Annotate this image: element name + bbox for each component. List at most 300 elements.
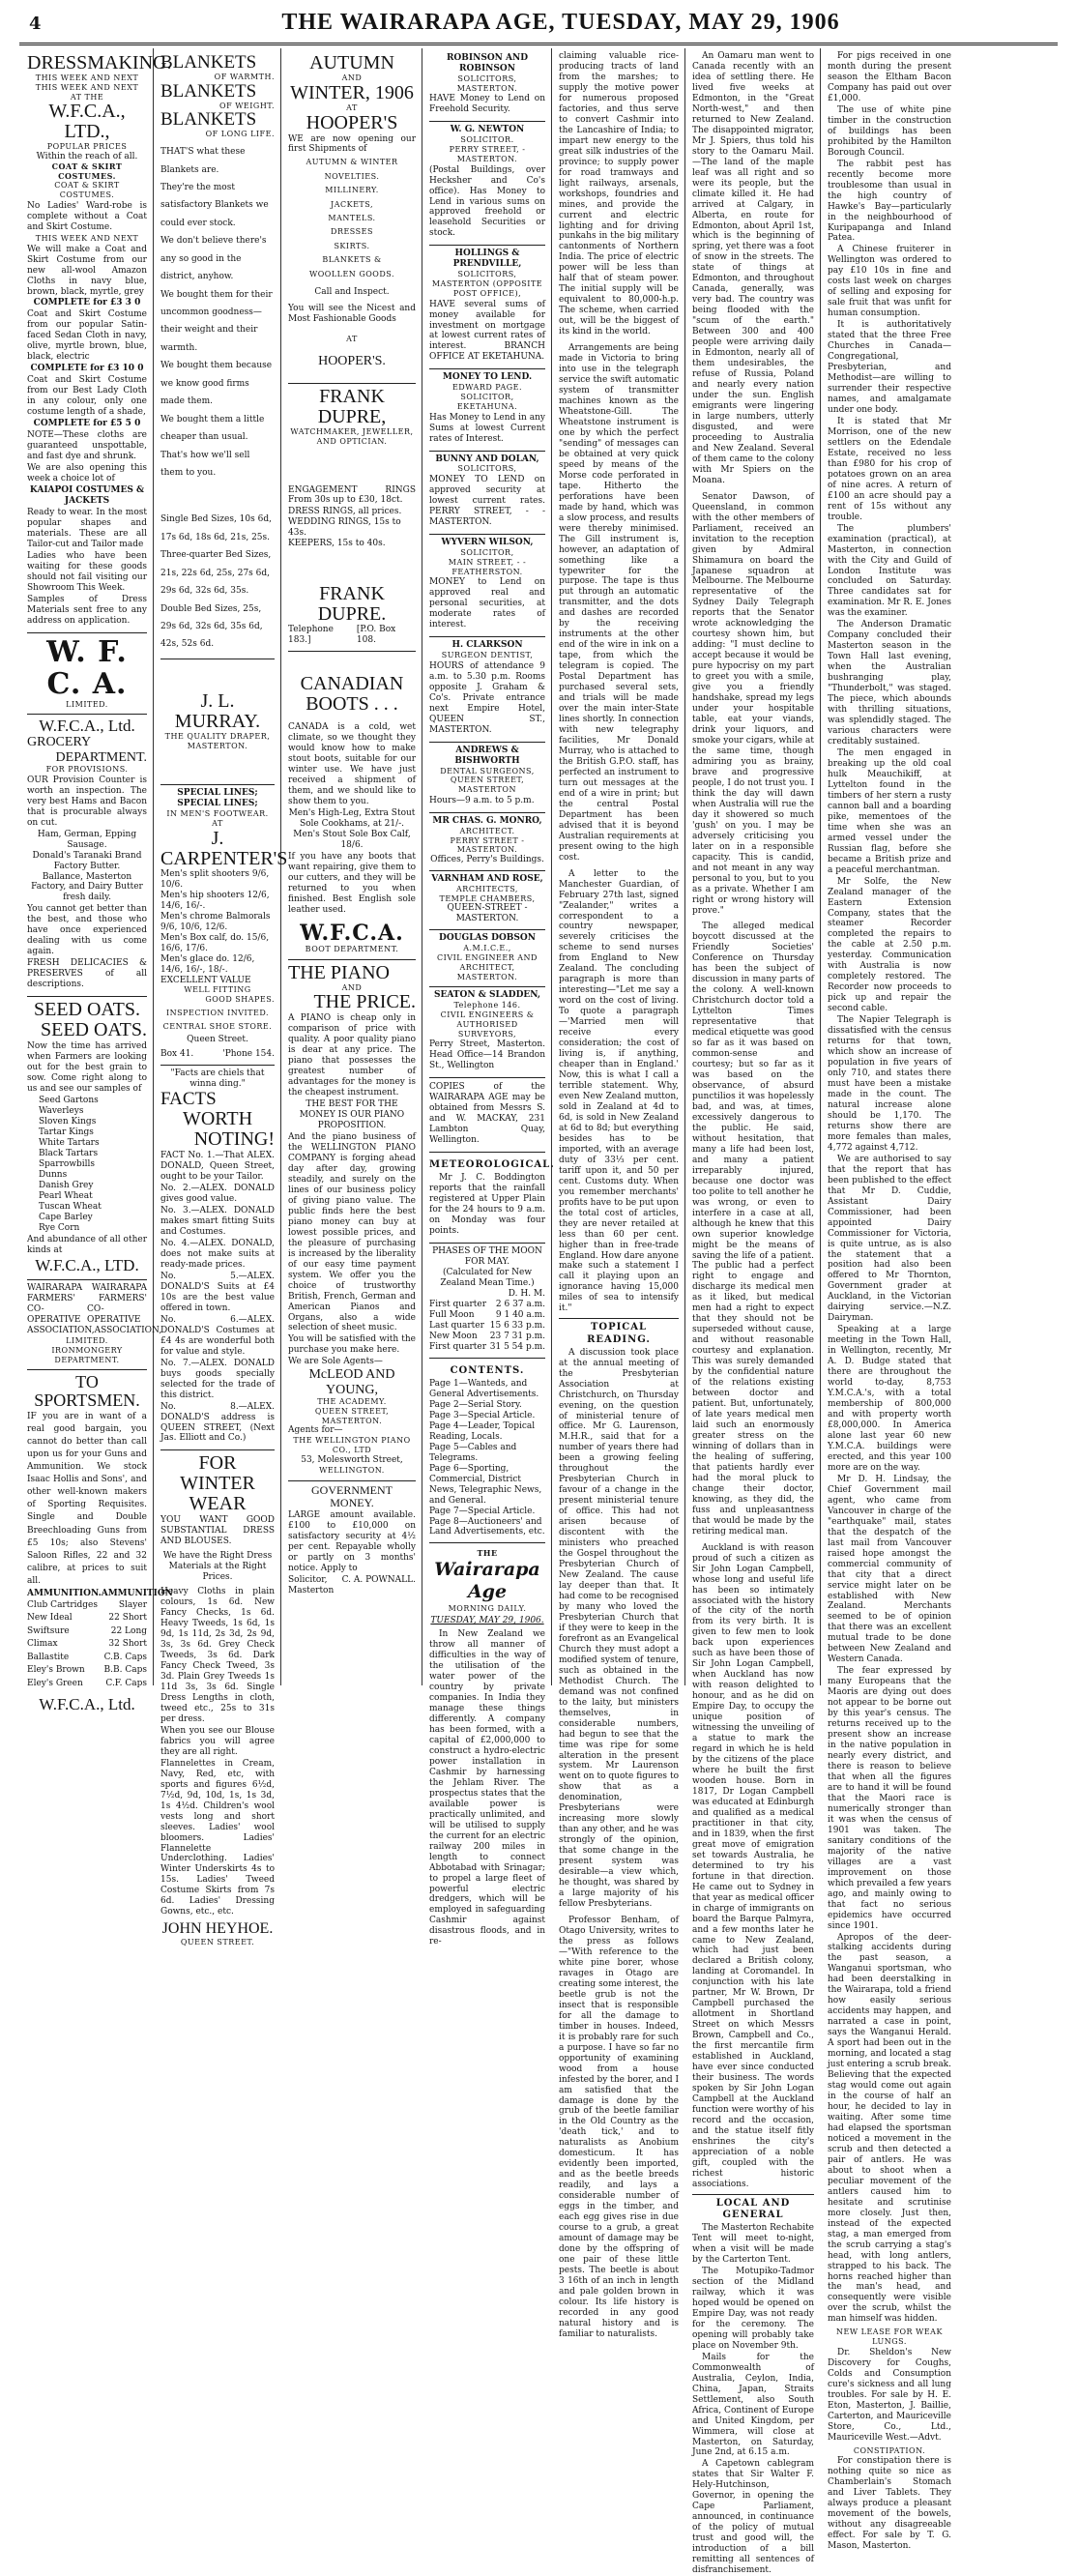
ad-heading: AUTUMN (309, 52, 394, 73)
newspaper-nameplate: Wairarapa Age (434, 1559, 540, 1603)
ad-paragraph: And abundance of all other kinds at (27, 1234, 147, 1255)
professional-card (429, 743, 545, 813)
section-heading: NEW LEASE FOR WEAK LUNGS. (836, 2327, 943, 2347)
firm-name: JOHN HEYHOE. (161, 1920, 274, 1938)
ad-line: Three-quarter Bed Sizes, 21s, 22s 6d, 25s, 27s 6d, 29s 6d, 32s 6d, 35s. (160, 550, 272, 597)
ad-line: They're the most satisfactory Blankets we could ever stock. (160, 182, 269, 228)
ad-paragraph: FRESH DELICACIES & PRESERVES of all descriptions. (27, 958, 147, 990)
ad-line: WEDDING RINGS, 15s to 43s. (288, 517, 401, 539)
ad-line: FARMERS' (99, 1294, 147, 1304)
ad-line: CENTRAL SHOE STORE. (162, 1021, 273, 1031)
list-item: No. 7.—ALEX. DONALD buys goods specially selected for the trade of this district. (160, 1358, 275, 1400)
ad-line: Ballance, Masterton Factory, and Dairy Butter fresh daily. (31, 871, 143, 903)
ad-line: Telephone 183.] (288, 625, 334, 646)
ad-paragraph: IF you are in want of a real good bargain, you cannot do better than call upon us for your Guns and Ammunition. We stock Isaac Hollis and Sons', and other well-known makers of Sporting Requisites. Single and Double Breechloading Guns from £5 10s; also Stevens' Saloon Rifles, 22 and 32 calibre, at prices to suit all. (27, 1412, 147, 1586)
list-item: Men's chrome Balmorals 9/6, 10/6, 12/6. (160, 911, 271, 932)
ad-line: THIS WEEK AND NEXT (35, 82, 139, 92)
ad-paragraph: If you have any boots that want repairing, give them to our cutters, and they will be returned to you when finished. Best English sole leather used. (288, 851, 416, 915)
table-cell: C.F. Caps (105, 1678, 147, 1688)
section-heading: PHASES OF THE MOON FOR MAY. (432, 1246, 542, 1267)
ad-line: Agents for— (288, 1425, 343, 1436)
card-text: Has Money to Lend in any Sums at lowest Current rates of Interest. (429, 412, 545, 444)
table-cell: Eley's Brown (27, 1665, 85, 1676)
ad-line: INSPECTION INVITED. (165, 1008, 270, 1017)
list-item: Black Tartars (39, 1148, 99, 1158)
article-paragraph: Mr Solfe, the New Zealand manager of the Eastern Extension Company, states that the steamer Recorder completed the repairs to the cable at 2.50 p.m. yesterday. Communication with Australia is now completely restored. The Recorder now proceeds to pick up and repair the second cable. (828, 876, 951, 1014)
ad-line: We bought them because we know good firms made them. (160, 361, 273, 407)
ad-paragraph: When you see our Blouse fabrics you will agree they are all right. (160, 1725, 275, 1757)
leader-section (429, 1549, 545, 1947)
firm-name: J. L. MURRAY. (174, 689, 261, 732)
section-heading: METEOROLOGICAL. (429, 1159, 555, 1171)
table-cell: 2 6 37 a.m. (495, 1299, 545, 1309)
table-cell: 23 7 31 p.m. (489, 1331, 545, 1341)
ad-line: BOOT DEPARTMENT. (305, 944, 399, 953)
ad-line: Ham, German, Epping Sausage. (37, 829, 137, 850)
list-item: Tartar Kings (39, 1127, 94, 1137)
notice-text: COPIES of the WAIRARAPA AGE may be obtained from Messrs S. and W. MACKAY, 231 Lambton Quay, Wellington. (429, 1082, 545, 1146)
table-cell: Climax (27, 1639, 58, 1650)
hooper-ad (288, 50, 416, 384)
card-text: HAVE several sums of money available for investment on mortgage at lowest current rates of interest. BRANCH OFFICE AT EKETAHUNA. (429, 299, 545, 363)
card-title: SOLICITOR, (460, 548, 514, 558)
ad-line: Donald's Taranaki Brand Factory Butter. (32, 850, 142, 871)
list-item: Page 2—Serial Story. (429, 1399, 522, 1410)
professional-card (429, 122, 545, 246)
ad-heading: DRESSMAKING. (27, 52, 172, 73)
firm-name: HOOPER'S. (318, 353, 386, 368)
section-heading: CONSTIPATION. (853, 2445, 926, 2455)
card-name: WYVERN WILSON, (441, 538, 534, 548)
list-item: Page 8—Auctioneers' and Land Advertisements, etc. (429, 1516, 545, 1537)
ad-line: Double Bed Sizes, 25s, 29s 6d, 32s 6d, 35s 6d, 42s, 52s 6d. (160, 603, 263, 650)
ad-heading: BOOTS . . . (306, 693, 398, 716)
ad-line: We bought them a little cheaper than usual. (160, 414, 265, 443)
wfca-logo-ad (27, 633, 147, 716)
list-item: WOOLLEN GOODS. (308, 269, 394, 278)
list-item: Seed Gartons (39, 1096, 99, 1106)
ad-paragraph: We are also opening this week a choice lot of (27, 463, 147, 483)
card-text: MONEY to Lend on approved real and personal securities, at moderate rates of interest. (429, 577, 545, 630)
ad-paragraph: You cannot get better than the best, and those who have once experienced dealing with us come again. (27, 904, 147, 957)
column-7 (822, 48, 957, 2552)
ad-line: That's how we'll sell them to you. (160, 450, 250, 478)
masthead (0, 0, 1077, 44)
table-cell: B.B. Caps (103, 1665, 147, 1676)
article-paragraph: For pigs received in one month during the present season the Eltham Bacon Company has paid out over £1,000. (828, 51, 951, 103)
ad-paragraph: Flannelettes in Cream, Navy, Red, etc, with sports and figures 6½d, 7½d, 9d, 10d, 1s, 1s 3d, 1s 4½d. Children's wool vests long and short sleeves. Ladies' wool bloomers. Ladies' Flannelette Underclothing. Ladies' Winter Underskirts 4s to 15s. Ladies' Tweed Costume Skirts from 7s 6d. Ladies' Dressing Gowns, etc., etc. (160, 1758, 275, 1917)
ad-heading: SPECIAL LINES; (177, 799, 258, 809)
masthead-rule (19, 43, 1058, 45)
list-item: SKIRTS. (334, 241, 370, 250)
ad-line: ASSOCIATION, (94, 1326, 162, 1336)
list-item: No. 2.—ALEX. DONALD gives good value. (160, 1184, 275, 1205)
list-item: Page 1—Wanteds, and General Advertisements. (429, 1378, 539, 1399)
column-6 (686, 48, 820, 2576)
ad-paragraph: Samples of Dress Materials sent free to any address on application. (27, 594, 147, 626)
table-cell: 22 Long (110, 1625, 147, 1636)
list-item: Dunns (39, 1169, 68, 1180)
ad-paragraph: You will see the Nicest and Most Fashionable Goods (288, 303, 416, 324)
winter-wear-ad (160, 1450, 275, 1951)
newspaper-title: THE WAIRARAPA AGE, TUESDAY, MAY 29, 1906 (281, 10, 840, 35)
ad-line: We bought them for their uncommon goodness—their weight and their warmth. (160, 289, 273, 353)
price-line: COMPLETE for £3 10 0 (30, 364, 144, 374)
ad-line: 53, Molesworth Street, (301, 1454, 403, 1465)
article-paragraph: Arrangements are being made in Victoria to bring into use in the telegraph service the swift automatic system of transmitter machines known as the Wheatstone-Gill. The Wheatstone instrument is one by which the perfect "sending" of messages can be obtained at very quick speed by means of the Morse code perforated in tape. Hitherto the perforations have been made by hand, which was a slow process, and results were thereby minimised. The Gill instrument is, however, an adaptation of something like a typewriter for the purpose. The tape is thus put through an automatic transmitter, and the dots and dashes are recorded by the receiving instruments at the other end of the wire in ink on a tape, from which the telegram is copied. The Postal Department has purchased several sets, and trials will be made over the main inter-State lines shortly. In connection with new telegraphy facilities, Mr Donald Murray, who is attached to the British G.P.O. staff, has perfected an instrument to turn out messages at the end of a wire in print; but the central Postal Department has been advised that it is beyond Australian requirements at present owing to the high cost. (559, 343, 679, 863)
card-name: W. G. NEWTON (450, 125, 525, 135)
ad-line: Queen Street. (187, 1035, 248, 1045)
ad-line: WELLINGTON. (319, 1465, 385, 1475)
card-name: ANDREWS & BISHWORTH (454, 745, 520, 766)
article-paragraph: The use of white pine timber in the construction of buildings has been prohibited by the Hamilton Borough Council. (828, 104, 951, 158)
ad-paragraph: Ladies who have been waiting for these goods should not fail visiting our Showroom This Week. (27, 550, 147, 593)
ad-line: Masterton (288, 1585, 335, 1595)
article-paragraph: The fear expressed by many Europeans that the Maoris are dying out does not appear to be borne out by this year's census. The returns received up to the present show an increase in the native population in nearly every district, and there is reason to believe that when all the figures are to hand it will be found that the Maori race is numerically stronger than it was when the census of 1901 was taken. The sanitary conditions of the majority of the native villages are a vast improvement on those which prevailed a few years ago, and mainly owing to that fact no serious epidemics have occurred since 1901. (828, 1666, 951, 1931)
card-name: BUNNY AND DOLAN, (435, 454, 539, 464)
ad-line: AT THE (70, 92, 104, 102)
ad-paragraph: Coat and Skirt Costume from our popular Satin-faced Sedan Cloth in navy, olive, myrtle brown, blue, black, electric (27, 309, 147, 363)
murray-ad (160, 659, 275, 786)
carpenter-ad (160, 785, 288, 1066)
ad-line: KAIAPOI COSTUMES & JACKETS (29, 484, 145, 506)
article-paragraph: Mails for the Commonwealth of Australia, Ceylon, India, China, Japan, Straits Settlement, also South Africa, Continent of Europe and United Kingdom, per Wimmera, will close at Masterton, on Saturday, June 2nd, at 6.15 a.m. (692, 2352, 814, 2458)
card-name: ROBINSON AND ROBINSON (446, 53, 529, 73)
professional-card (429, 452, 545, 536)
ad-line: ASSOCIATION, (27, 1326, 95, 1336)
ad-line: Men's Stout Sole Box Calf, 18/6. (293, 829, 411, 850)
table-cell: First quarter (429, 1341, 486, 1352)
table-cell: First quarter (429, 1299, 486, 1309)
table-row (429, 1332, 545, 1342)
ad-paragraph: We will make a Coat and Skirt Costume from our new all-wool Amazon Cloths in navy blue, brown, black, myrtle, grey (27, 244, 147, 297)
ad-line: COAT & SKIRT COSTUMES. (51, 161, 123, 181)
card-title: SOLICITOR. (460, 135, 514, 145)
ad-line: WAIRARAPA (91, 1283, 147, 1294)
ad-heading: WEAR (189, 1493, 247, 1515)
column-rule (684, 48, 685, 1685)
card-title: SOLICITORS, (457, 270, 517, 279)
card-title: ARCHITECTS, (456, 884, 518, 893)
list-item: BLANKETS & (322, 255, 382, 265)
card-title: EDWARD PAGE. (451, 383, 523, 393)
card-title: SOLICITORS, (457, 464, 517, 474)
ad-line: FARMERS' (27, 1294, 75, 1304)
article-paragraph: Senator Dawson, of Queensland, in common with the other members of Parliament, received an invitation to the reception given by Admiral Shimamura on board the Japanese squadron at Melbourne. The Melbourne representative of the Sydney Daily Telegraph reports that the Senator wrote acknowledging the courtesy shown him, but adding: "I must decline to accept because it would be pure hypocrisy on my part to greet you with a smile, give you a friendly handshake, spread my legs under your hospitable table, eat your viands, drink your liquors, and smoke your cigars, while at the same time, though admiring you as brainy, brave and progressive people, I do not trust you. I think the day will dawn when Australia will rue the day it showered so much 'gush' on you. I may be adversely criticising you later on in a responsible capacity. This is candid, and not meant in any way personal to you, but to you as a private. Whether I am right or wrong history will prove." (692, 491, 814, 916)
list-item: Sloven Kings (39, 1116, 97, 1127)
card-name: HOLLINGS & PRENDVILLE, (452, 249, 522, 270)
ad-line: THE BEST FOR THE MONEY IS OUR PIANO PROPOSITION. (299, 1099, 405, 1131)
ad-heading: GOVERNMENT MONEY. (311, 1482, 393, 1509)
card-town: QUEEN STREET, MASTERTON (450, 776, 525, 795)
card-text: Hours—9 a.m. to 5 p.m. (429, 795, 535, 805)
sportsmen-ad (27, 1370, 173, 1719)
copies-notice (429, 1078, 545, 1153)
list-item: Tuscan Wheat (39, 1201, 102, 1212)
table-row (429, 1310, 545, 1321)
ad-line: QUEEN STREET, MASTERTON. (314, 1406, 390, 1425)
ad-line: MASTERTON. (187, 741, 248, 750)
ad-line: THIS WEEK AND NEXT (35, 233, 139, 243)
list-item: Men's hip shooters 12/6, 14/6, 16/-. (160, 890, 270, 911)
article-paragraph: In New Zealand we throw all manner of difficulties in the way of the utilisation of the water power of the country by private companies. In India they manage these things differently. A company has been formed, with a capital of £2,000,000 to construct a hydro-electric power installation in Cashmir by harnessing the Jehlam River. The prospectus states that the available power is practically unlimited, and will be utilised to supply the current for an electric railway 200 miles in length to connect Abbotabad with Srinagar; to propel a large fleet of powerful electric dredgers, which will be employed in safeguarding Cashmir against disastrous floods, and in re- (429, 1629, 545, 1947)
table-cell: Slayer (118, 1599, 147, 1610)
professional-card (429, 987, 545, 1078)
card-text: QUEEN-STREET - MASTERTON. (447, 903, 528, 924)
card-name: MONEY TO LEND. (442, 372, 533, 383)
ad-line: C. A. POWNALL. (341, 1574, 416, 1585)
seed-oats-ad (27, 997, 147, 1280)
table-cell: Club Cartridges (27, 1599, 99, 1610)
ad-line: THE WELLINGTON PIANO CO., LTD (293, 1436, 411, 1455)
list-item: White Tartars (39, 1137, 100, 1148)
professional-card (429, 930, 545, 987)
ad-heading: THE PIANO (288, 961, 390, 983)
ad-line: THE ACADEMY. (317, 1397, 387, 1407)
ad-paragraph: Heavy Cloths in plain colours, 1s 6d. New Fancy Checks, 1s 6d. Heavy Tweeds, 1s 6d, 1s 9d, 1s 11d, 2s 3d, 2s 9d, 3s, 3s 6d. Grey Check Tweeds, 3s 6d. Dark Fancy Check Tweed, 3s 3d. Plain Grey Tweeds 1s 11d 3s, 3s 6d. Single Dress Lengths in cloth, tweed etc., 25s to 31s per dress. (160, 1587, 275, 1724)
list-item: Sparrowbills (39, 1158, 96, 1169)
piano-ad (288, 960, 416, 1481)
section-heading: LOCAL AND GENERAL (692, 2194, 814, 2221)
ad-heading: WINTER, 1906 (290, 81, 414, 103)
table-row (429, 1300, 545, 1310)
meteorological-section (429, 1153, 555, 1244)
leader-date: TUESDAY, MAY 29, 1906. (430, 1616, 544, 1626)
section-heading: TOPICAL READING. (559, 1318, 679, 1345)
ad-line: WATCHMAKER, JEWELLER, AND OPTICIAN. (290, 427, 414, 446)
professional-card (429, 871, 545, 930)
list-item: Men's glace do. 12/6, 14/6, 16/-, 18/-. (160, 953, 255, 975)
article-paragraph: Apropos of the deer-stalking accidents during the past season, a Wanganui sportsman, who had been deerstalking in the Wairarapa, told a friend how easily serious accidents may happen, and narrated a case in point, says the Wanganui Herald. A sport had been out in the morning, and located a stag just entering a scrub break. Believing that the expected stag would come out again in the course of half an hour, he decided to lay in waiting. After some time had elapsed the sportsman noticed a movement in the scrub and then detected a pair of antlers. He was about to shoot when a peculiar movement of the antlers caused him to hesitate and scrutinise more closely. Just then, instead of the expected stag, a man emerged from the scrub carrying a stag's head, with long antlers, strapped to his back. The horns reached higher than the man's head, and consequently were visible over the scrub, whilst the man himself was hidden. (828, 1932, 951, 2325)
article-paragraph: Professor Benham, of Otago University, writes to the press as follows—"With reference to the white pine borer, whose ravages in Otago are creating some interest, the beetle grub is not the insect that is responsible for all the damage to timber in houses. Indeed, it is probably rare for such a purpose. I have so far no opportunity of examining wood from a house infested by the borer, and I am satisfied that the damage is done by the grub of the beetle familiar in the Old Country as the 'death tick,' and to naturalists as Anobium domesticum. It has evidently been imported, and as the beetle breeds readily, and lays a considerable number of eggs in the timber, and each egg gives rise in due course to a grub, a great amount of damage may be done by the offspring of one pair of these little pests. The beetle is about 3 16th of an inch in length and pale golden brown in colour. Its life history is recorded in any good natural history and is familiar to naturalists. (559, 1916, 680, 2339)
list-item: FACT No. 1.—That ALEX. DONALD, Queen Street, ought to be your Tailor. (160, 1151, 275, 1183)
ad-heading: BLANKETS (160, 109, 257, 131)
ad-line: OF LONG LIFE. (205, 130, 275, 139)
ad-line: We are Sole Agents— (288, 1357, 383, 1367)
card-town: PERRY STREET - MASTERTON. (450, 835, 525, 855)
card-text: HOURS of attendance 9 a.m. to 5.30 p.m. Rooms opposite J. Graham & Co's. Private entrance next Empire Hotel, QUEEN ST., MASTERTON. (429, 660, 545, 735)
government-money-ad (288, 1481, 416, 1601)
ad-line: [P.O. Box 108. (356, 625, 396, 646)
professional-card (429, 637, 545, 743)
ad-line: IN MEN'S FOOTWEAR. (166, 809, 269, 819)
list-item: MILLINERY. (325, 186, 379, 195)
card-town: CIVIL ENGINEERS & AUTHORISED SURVEYORS, (440, 1010, 535, 1039)
firm-name: W.F.C.A., LTD. (35, 1255, 139, 1274)
ad-line: OF WARMTH. (214, 72, 275, 81)
ad-line: THE QUALITY DRAPER, (164, 731, 271, 741)
dressmaking-ad (27, 50, 172, 633)
card-name: VARNHAM AND ROSE, (431, 873, 543, 884)
list-item: DRESSES (331, 227, 373, 237)
oat-variety-list (27, 1096, 147, 1234)
card-text: HAVE Money to Lend on Freehold Security. (429, 94, 545, 115)
list-item: NOVELTIES. (324, 171, 380, 181)
column-3 (282, 48, 422, 1685)
card-text: Perry Street, Masterton. Head Office—14 Brandon St., Wellington (429, 1039, 545, 1071)
wfca-logo: W.F.C.A. (300, 920, 404, 946)
list-item: JACKETS, (331, 199, 373, 209)
ad-line: Box 41. (160, 1049, 194, 1060)
ad-heading: FACTS (160, 1089, 217, 1110)
article-paragraph: A Chinese fruiterer in Wellington was ordered to pay £10 10s in fine and costs last week on charges of selling and exposing for sale fruit that was unfit for human consumption. (828, 245, 951, 319)
ad-heading: NOTING! (193, 1128, 275, 1151)
ad-heading: HOOPER'S (306, 111, 398, 133)
ad-line: THAT'S what these Blankets are. (160, 147, 246, 175)
firm-name: W.F.C.A., Ltd. (39, 1695, 135, 1714)
card-title: Telephone 146. (453, 1001, 521, 1010)
ad-heading: SEED OATS. (40, 1019, 147, 1041)
article-paragraph: An Oamaru man went to Canada recently with an idea of settling there. He lived five weeks at Edmonton, in the "Great North-west," and then returned to New Zealand. The disappointed migrator, Mr J. Spiers, thus told his story to the Oamaru Mail.—The land of the maple leaf was all right and so were its people, but the climate killed it. He had arrived at Calgary, in Alberta, en route for Edmonton, about April 1st, which is the beginning of spring, yet there was a foot of snow in the streets. The state of things at Edmonton, and throughout Canada, generally, was very bad. The country was being flooded with the "scum of the earth." Between 300 and 400 people were arriving daily in Edmonton, nearly all of them undesirables, the refuse of Russia, Poland and nearly every nation under the sun. English emigrants were lingering in large numbers, utterly disgusted, and were proceeding to Australia and New Zealand. Several of them came to the colony with Mr Spiers on the Moana. (692, 51, 814, 485)
table-cell: 31 5 54 p.m. (489, 1341, 545, 1352)
ad-heading: TO SPORTSMEN. (34, 1372, 140, 1411)
card-name: H. CLARKSON (451, 640, 523, 651)
list-item: No. 3.—ALEX. DONALD makes smart fitting Suits and Costumes. (160, 1206, 275, 1238)
table-header: AMMUNITION. (27, 1588, 102, 1598)
ad-paragraph: And the piano business of the WELLINGTON PIANO COMPANY is forging ahead day after day, growing steadily, and surely on the lines of our business policy of giving piano value. The public finds here the best piano money can buy at lowest possible prices, and the pleasure of purchasing is increased by the liberality of our easy time payment system. We offer you the choice of trustworthy British, French, German and American Pianos and Organs, also a wide selection of sheet music. (288, 1132, 416, 1333)
ad-line: IRONMONGERY DEPARTMENT. (51, 1345, 123, 1364)
table-cell: Full Moon (429, 1309, 475, 1320)
table-row (27, 1625, 147, 1639)
ad-line: Within the reach of all. (36, 152, 138, 161)
card-town: MAIN STREET, - - FEATHERSTON. (448, 557, 527, 576)
article-paragraph: For constipation there is nothing quite so nice as Chamberlain's Stomach and Liver Tablets. They always produce a pleasant movement of the bowels, without any disagreeable effect. For sale by T. G. Mason, Masterton. (828, 2456, 951, 2552)
ad-heading: BLANKETS (160, 52, 257, 73)
price-line: COMPLETE for £3 3 0 (33, 298, 141, 308)
table-row (429, 1342, 545, 1353)
canadian-boots-ad (288, 652, 416, 959)
card-town: MASTERTON. (456, 83, 518, 93)
facts-ad (160, 1066, 275, 1450)
table-cell: 22 Short (108, 1613, 147, 1624)
professional-card (429, 50, 545, 122)
item-list (288, 156, 416, 281)
firm-name: FRANK DUPRE. (317, 583, 387, 626)
ad-line: POPULAR PRICES (46, 142, 128, 152)
ad-line: Single Bed Sizes, 10s 6d, 17s 6d, 18s 6d, 21s, 25s. (160, 514, 272, 542)
article-paragraph: Mr D. H. Lindsay, the Chief Government mail agent, who came from Vancouver in charge of the "earthquake" mail, states that the despatch of the last mail from Vancouver raised hope amongst the commercial community of that city that a direct service might later on be established with New Zealand. Merchants seemed to be of opinion that there was an excellent mutual trade to be done between New Zealand and Western Canada. (828, 1474, 951, 1665)
article-paragraph: Speaking at a large meeting in the Town Hall, in Wellington, recently, Mr A. D. Budge stated that there are throughout the world to-day, 8,753 Y.M.C.A.'s, with a total membership of 800,000 and with property worth £8,000,000. In America alone last year 60 new Y.M.C.A. buildings were erected, and this year 100 more are on the way. (828, 1325, 951, 1473)
page-number: 4 (29, 14, 42, 34)
professional-card (429, 369, 545, 451)
ad-line: THE (477, 1548, 498, 1559)
ad-paragraph: CANADA is a cold, wet climate, so we thought they would know how to make stout boots, suitable for our winter use. We have just received a shipment of them, and we should like to show them to you. (288, 722, 416, 807)
firm-name: J. CARPENTER'S (160, 827, 288, 869)
ad-line: EXCELLENT VALUE (160, 975, 251, 985)
ad-line: AND (341, 73, 363, 82)
article-paragraph: We are authorised to say that the report that has been published to the effect that Mr D. Cuddie, Assistant Dairy Commissioner, had been appointed Dairy Commissioner for Victoria, is quite untrue, as is also the statement that a position had also been offered to Mr Thornton, Government grader at Auckland, in the Victorian dairying service.—N.Z. Dairyman. (828, 1154, 951, 1324)
ad-paragraph: ENGAGEMENT RINGS From 30s up to £30, 18ct. (288, 484, 416, 506)
article-paragraph: The Motupiko-Tadmor section of the Midland railway, which it was hoped would be opened on Empire Day, was not ready for the ceremony. The opening will probably take place on November 9th. (692, 2267, 814, 2351)
article-paragraph: The men engaged in breaking up the old coal hulk Meauchikiff, at Lyttelton found in the timbers of her stern a rusty cannon ball and a boarding pike, mementoes of the time when she was an armed vessel under the Russian flag, before she became a British prize and a peaceful merchantman. (828, 747, 951, 875)
table-cell: Last quarter (429, 1320, 484, 1331)
card-text: MASTERTON. (456, 972, 518, 981)
list-item: Page 6—Sporting, Commercial, District News, Telegraphic News, and General. (429, 1463, 542, 1506)
card-text: Offices, Perry's Buildings. (430, 855, 544, 864)
list-item: No. 6.—ALEX. DONALD'S Costumes at £4 4s are wonderful both for value and style. (160, 1314, 275, 1357)
article-paragraph: A letter to the Manchester Guardian, of February 27th last, signed "Zealander," writes a correspondent to a country newspaper, severely criticises the scheme to send nurses from England to New Zealand. The concluding paragraph is more than interesting—"Let me say a word on the cost of living. To quote a paragraph—'Married men will receive every consideration; the cost of living is, if anything, cheaper than in England.' Now, this is what I call a terrible statement. Why, even New Zealand mutton, sold in Zealand at 4d to 6d, is sold in New Zealand at 6d to 8d; but everything besides has to be imported, with an average duty of 33⅓ per cent. tariff upon it, and 50 per cent. Customs duty. When you remember merchants' profits have to be put upon the total cost of articles, they are never retailed at less than 60 per cent. higher than in free-trade England. How dare anyone make such a statement I call it playing upon an ignorance having 15,000 miles of sea to intensify it." (559, 868, 679, 1314)
card-town: SOLICITOR, EKETAHUNA. (456, 393, 518, 411)
card-title: DENTAL SURGEONS, (440, 766, 535, 776)
list-item: Waverleys (39, 1105, 84, 1116)
card-name: MR CHAS. G. MONRO, (432, 815, 542, 826)
firm-name: W.F.C.A., LTD., (48, 101, 126, 143)
article-paragraph: The Anderson Dramatic Company concluded their Masterton season in the Town Hall last evening, when the Australian bushranging play, "Thunderbolt," was staged. The piece, which abounds with thrilling situations, was splendidly staged. The various characters were creditably sustained. (828, 620, 951, 746)
article-paragraph: It is stated that Mr Morrison, one of the new settlers on the Edendale Estate, received no less than £980 for his crop of potatoes grown on an area of nine acres. A return of £100 an acre should pay a rent of 15s without any trouble. (828, 416, 951, 522)
ad-paragraph: NOTE—These cloths are guaranteed unspottable, and fast dye and shrunk. (27, 430, 147, 462)
card-title: SURGEON DENTIST, (441, 651, 534, 660)
dupre-ad (288, 384, 416, 652)
ad-line: COAT & SKIRT COSTUMES. (54, 181, 120, 200)
ad-heading: SPECIAL LINES; (177, 788, 258, 799)
card-name: SEATON & SLADDEN, (433, 990, 541, 1001)
blankets-ad (160, 50, 275, 659)
card-title: ARCHITECT. (459, 826, 515, 835)
column-5 (553, 48, 684, 2339)
section-subheading: (Calculated for New Zealand Mean Time.) (440, 1267, 535, 1288)
ad-line: We don't believe there's any so good in the district, anyhow. (160, 236, 267, 282)
list-item: Cape Barley (39, 1212, 93, 1222)
ad-line: 'Phone 154. (222, 1049, 275, 1060)
table-row (27, 1678, 147, 1691)
ad-line: Call and Inspect. (314, 286, 390, 297)
ad-line: Solicitor, (288, 1574, 328, 1585)
article-paragraph: Dr. Sheldon's New Discovery for Coughs, Colds and Consumption cure's sickness and all lung troubles. For sale by H. E. Eton, Masterton, J. Baillie, Carterton, and Mauriceville Store, Co., Ltd., Mauriceville West.—Advt. (828, 2347, 951, 2443)
grocery-ad (27, 715, 147, 997)
section-heading: CONTENTS. (450, 1364, 525, 1376)
card-name: DOUGLAS DOBSON (439, 933, 536, 944)
list-item: Men's split shooters 9/6, 10/6. (160, 868, 270, 890)
ad-line: OF WEIGHT. (219, 101, 275, 110)
article-paragraph: Mr J. C. Boddington reports that the rainfall registered at Upper Plain for the 24 hours to 9 a.m. on Monday was four points. (429, 1173, 545, 1237)
table-cell: Ballastite (27, 1652, 70, 1662)
article-paragraph: It is authoritatively stated that the three Free Churches in Canada—Congregational, Presbyterian, and Methodist—are willing to surrender their respective names, and amalgamate under one body. (828, 320, 951, 415)
column-rule (820, 48, 821, 1685)
ad-line: "Facts are chiels that winna ding." (170, 1068, 265, 1090)
firm-name: FRANK DUPRE, (317, 386, 387, 427)
ad-line: LIMITED. (66, 1336, 108, 1346)
ad-line: QUEEN STREET. (180, 1938, 255, 1947)
ad-line: MORNING DAILY. (448, 1603, 527, 1613)
ad-heading: WINTER (180, 1473, 255, 1495)
ad-paragraph: Now the time has arrived when Farmers are looking out for the best grain to sow. Come right along to us and see our samples of (27, 1041, 147, 1095)
column-rule (551, 48, 552, 1685)
ad-line: LIMITED. (66, 699, 108, 709)
article-paragraph: A discussion took place at the annual meeting of the Presbyterian Association at Christchurch, on Thursday evening, on the question of ministerial tenure of office. Mr G. Laurenson, M.H.R., said that for a number of years there had been a growing feeling throughout the Presbyterian Church in favour of a change in the present ministerial tenure of office. This had not arisen because of discontent with the ministers who preached the Gospel throughout the Presbyterian Church of New Zealand. The cause lay deeper than that. It had come to be recognised by many who loved the Presbyterian Church that if they were to keep in the forefront as an Evangelical Church they must adopt a modified system of tenure, such as obtained in the Methodist Church. The demand was not confined to the laity, but ministers themselves, in considerable numbers, had begun to see that the time was ripe for some alteration in the present system. Mr Laurenson went on to quote figures to show that as a denomination, Presbyterians were increasing more slowly than any other, and he was strongly of the opinion, that some change in the present system was desirable—a view which, he thought, was shared by a large majority of his fellow Presbyterians. (559, 1347, 679, 1910)
ad-paragraph: A PIANO is cheap only in comparison of price with quality. A poor quality piano is dear at any price. The piano that possesses the greatest number of advantages for the money is the cheapest instrument. (288, 1013, 416, 1098)
article-paragraph: The Napier Telegraph is dissatisfied with the census returns for that town, which show an increase of population in five years of only 710, and states there must have been a mistake made in the count. The natural increase alone should be 1,170. The returns show there are more females than males, 4,772 against 4,712. (828, 1015, 951, 1153)
card-title: A.M.I.C.E., (463, 944, 511, 953)
list-item: Pearl Wheat (39, 1190, 93, 1201)
card-text: (Postal Buildings, over Hecksher and Co's office). Has Money to Lend in various sums on approved freehold or leasehold Securities or stock. (429, 164, 545, 239)
ad-line: WAIRARAPA (27, 1283, 83, 1294)
table-header: AMMUNITION (101, 1588, 173, 1598)
article-paragraph: The plumbers' examination (practical), at Masterton, in connection with the City and Guild of London Institute was concluded on Saturday. Three candidates sat for examination. Mr R. E. Jones was the examiner. (828, 523, 951, 619)
ad-paragraph: Ready to wear. In the most popular shapes and materials. These are all Tailor-cut and Tailor made (27, 507, 147, 549)
wfca-logo: W. F. C. A. (46, 634, 128, 701)
firm-name: W.F.C.A., Ltd. (39, 717, 135, 736)
table-row (27, 1599, 147, 1613)
ad-paragraph: YOU WANT GOOD SUBSTANTIAL DRESS AND BLOUSES. (160, 1515, 275, 1547)
table-cell: 15 6 33 p.m. (489, 1320, 545, 1331)
contents-section (429, 1359, 545, 1544)
list-item: AUTUMN & WINTER (306, 158, 398, 167)
table-cell: Swiftsure (27, 1625, 70, 1636)
ad-body (160, 143, 275, 482)
list-item: Page 7—Special Article. (429, 1506, 536, 1516)
ad-line: FOR PROVISIONS. (45, 765, 129, 775)
column-1 (21, 48, 173, 1714)
